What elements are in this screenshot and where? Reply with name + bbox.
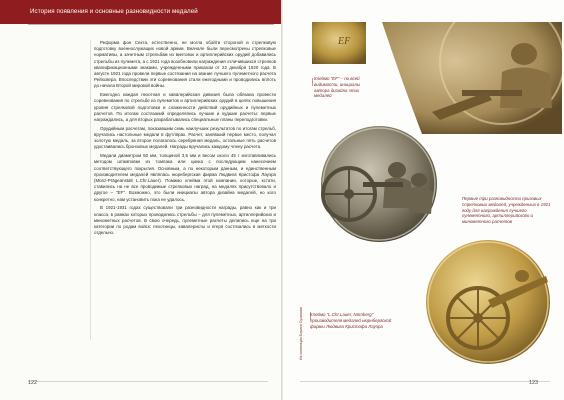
photo-credit: Из коллекции Бориса Суханова [299,307,303,360]
body-text [94,40,276,239]
paragraph: Ежегодно каждая пехотная и кавалерийская дивизия была обязана провести соревнования по стрельбе из пулеметов и артиллерийских орудий в целях повышения уровня стрелковой подготовки и слаженности действий орудийных и пулеметных расчетов. По итогам состязаний определялись лучшие и худшие расчеты: первые награждались, а для вторых разрабатывались специальные планы переподготовки. [94,92,276,123]
paragraph: Медали диаметром 50 мм, толщиной 3,5 мм и весом около 45 г изготавливались методом штамповки из томпака или цинка с последующим нанесением соответствующего покрытия. Основным, а по некоторым данным, и единственным производителем медалей являлась нюрнбергская фирма Людвига Кристофа Лауэра (Münz-Prägeanstalt L.Chr.Lauer). Помимо клейма этой компании, которые, кстати, ставились на не все проводимые стрелковых наград, на медалях присутствовало и другое – "EF". Возможно, это были инициалы автора дизайна медалей, но кого конкретно, нам установить пока не удалось. [94,153,276,202]
page-number-right: 123 [529,380,538,386]
paragraph: В 1921-1931 годах существовали три разновидности награды, равно как и три класса, в рамках которых проводились стрельбы – для пулеметных, артиллерийских и минометных расчетов. В свою очередь, пулеметные расчеты делились еще на три категории по родам войск: пехотинцы, кавалеристы и егеря состязались в меткости отдельно. [94,205,276,236]
paragraph: Реформа фон Секта, естественно, не могла обойти стороной и стрелковую подготовку военнослужащих новой армии. Вначале были пересмотрены стрелковые нормативы, а зачетным стрельбам из винтовок и артиллерийских орудий добавились стрельбы из пулемета, а с 1921 года возобновили награждения отличившихся стрелков квалификационными знаками, учрежденными приказом от 22 декабря 1920 года. В августе 1921 года провели первые состязания на звание лучшего пулеметного расчета Рейхсвера. Впоследствии эти соревнования стали ежегодными и проводились вплоть до начала Второй мировой войны. [94,40,276,89]
medal-machine-gun-photo [293,124,468,244]
header-title: История появления и основные разновидности медалей [30,8,198,15]
left-page [0,0,281,400]
page-number-left: 122 [28,380,37,386]
margin-rule [90,40,91,340]
footer-rule [300,381,550,382]
header-rule [28,24,274,25]
caption-three-medals: Первые три разновидности призовых стрелковых медалей, учрежденных в 1921 году для награждения лучшего пулеметного, артиллерийского и минометного расчетов [462,196,551,225]
header-band [0,0,281,24]
caption-marker [312,78,313,86]
medal-artillery-photo [418,236,558,364]
caption-maker-mark: Клеймо "EF" – по всей видимости, инициалы автора дизайна этих медалей [314,76,361,99]
footer-rule [28,381,268,382]
caption-lauer-mark: Клеймо "L.Chr.Lauer, Nürnberg" производителя медалей нюрнбергской фирмы Людвига Кристофа Лауэра [310,312,392,329]
paragraph: Орудийным расчетам, показавшим семь наилучших результатов по итогам стрельб, вручались настольные медали в футлярах. Расчет, занявший первое место, получал золотую медаль, за второе полагалось серебряная медаль, остальные пять расчетов удостаивались бронзовых медалей. Награды вручались каждому члену расчета. [94,125,276,150]
svg-text:EF: EF [338,36,351,47]
